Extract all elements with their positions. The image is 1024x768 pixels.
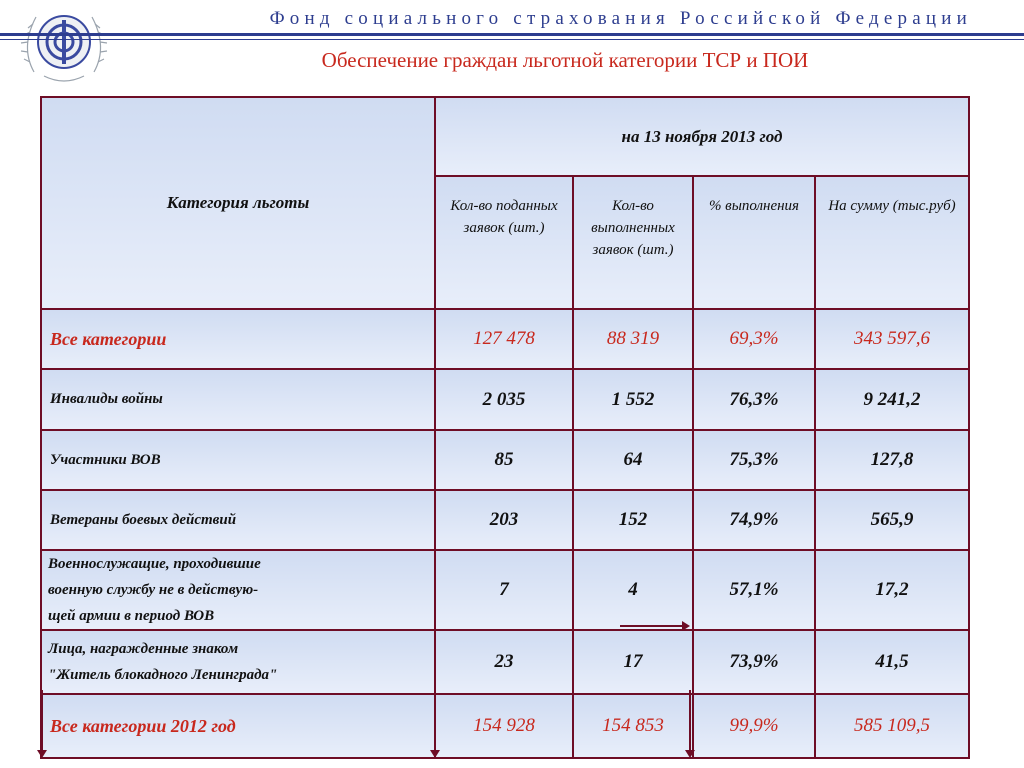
cell-sum: 565,9 (815, 490, 969, 550)
fss-emblem-logo (14, 2, 114, 88)
down-arrow-icon (434, 690, 436, 750)
cell-completed: 1 552 (573, 369, 693, 430)
cell-percent: 69,3% (693, 309, 815, 369)
column-header-submitted: Кол-во поданных заявок (шт.) (435, 176, 573, 309)
table-row (41, 369, 969, 430)
cell-sum: 17,2 (815, 550, 969, 630)
table-row (41, 430, 969, 490)
cell-submitted: 85 (435, 430, 573, 490)
category-header: Категория льготы (41, 97, 435, 309)
row-category (41, 550, 435, 630)
cell-submitted: 7 (435, 550, 573, 630)
cell-sum: 9 241,2 (815, 369, 969, 430)
cell-sum: 41,5 (815, 630, 969, 694)
cell-submitted: 23 (435, 630, 573, 694)
header-rule-thin (0, 39, 1024, 40)
table-row (41, 309, 969, 369)
table-row (41, 630, 969, 694)
column-header-completed: Кол-во выполненных заявок (шт.) (573, 176, 693, 309)
page-title: Обеспечение граждан льготной категории ТСР и ПОИ (321, 48, 809, 72)
row-category-line: "Житель блокадного Ленинграда" (48, 667, 278, 683)
cell-percent: 57,1% (693, 550, 815, 630)
cell-percent: 74,9% (693, 490, 815, 550)
column-header-sum: На сумму (тыс.руб) (815, 176, 969, 309)
benefits-table (40, 96, 970, 759)
cell-sum: 127,8 (815, 430, 969, 490)
cell-completed: 4 (573, 550, 693, 630)
cell-submitted: 203 (435, 490, 573, 550)
table-row (41, 490, 969, 550)
row-category-line: военную службу не в действую- (48, 582, 259, 598)
cell-completed: 88 319 (573, 309, 693, 369)
right-arrow-icon (620, 625, 682, 627)
organization-name: Фонд социального страхования Российской Федерации (269, 8, 972, 29)
cell-submitted: 127 478 (435, 309, 573, 369)
table-row (41, 694, 969, 758)
cell-sum: 585 109,5 (815, 694, 969, 758)
row-category-line: Военнослужащие, проходившие (48, 556, 261, 572)
cell-completed: 17 (573, 630, 693, 694)
cell-completed: 154 853 (573, 694, 693, 758)
cell-submitted: 2 035 (435, 369, 573, 430)
cell-percent: 75,3% (693, 430, 815, 490)
cell-percent: 99,9% (693, 694, 815, 758)
cell-percent: 73,9% (693, 630, 815, 694)
row-category: Инвалиды войны (41, 369, 435, 430)
cell-submitted: 154 928 (435, 694, 573, 758)
down-arrow-icon (689, 690, 691, 750)
row-category: Все категории (41, 309, 435, 369)
cell-completed: 64 (573, 430, 693, 490)
cell-completed: 152 (573, 490, 693, 550)
down-arrow-icon (41, 690, 43, 750)
column-header-percent: % выполнения (693, 176, 815, 309)
date-header: на 13 ноября 2013 год (435, 97, 969, 176)
header-rule (0, 33, 1024, 36)
row-category: Участники ВОВ (41, 430, 435, 490)
table-row (41, 550, 969, 630)
cell-sum: 343 597,6 (815, 309, 969, 369)
row-category: Ветераны боевых действий (41, 490, 435, 550)
row-category: Все категории 2012 год (41, 694, 435, 758)
row-category (41, 630, 435, 694)
row-category-line: Лица, награжденные знаком (48, 641, 239, 657)
row-category-line: щей армии в период ВОВ (48, 608, 215, 624)
cell-percent: 76,3% (693, 369, 815, 430)
